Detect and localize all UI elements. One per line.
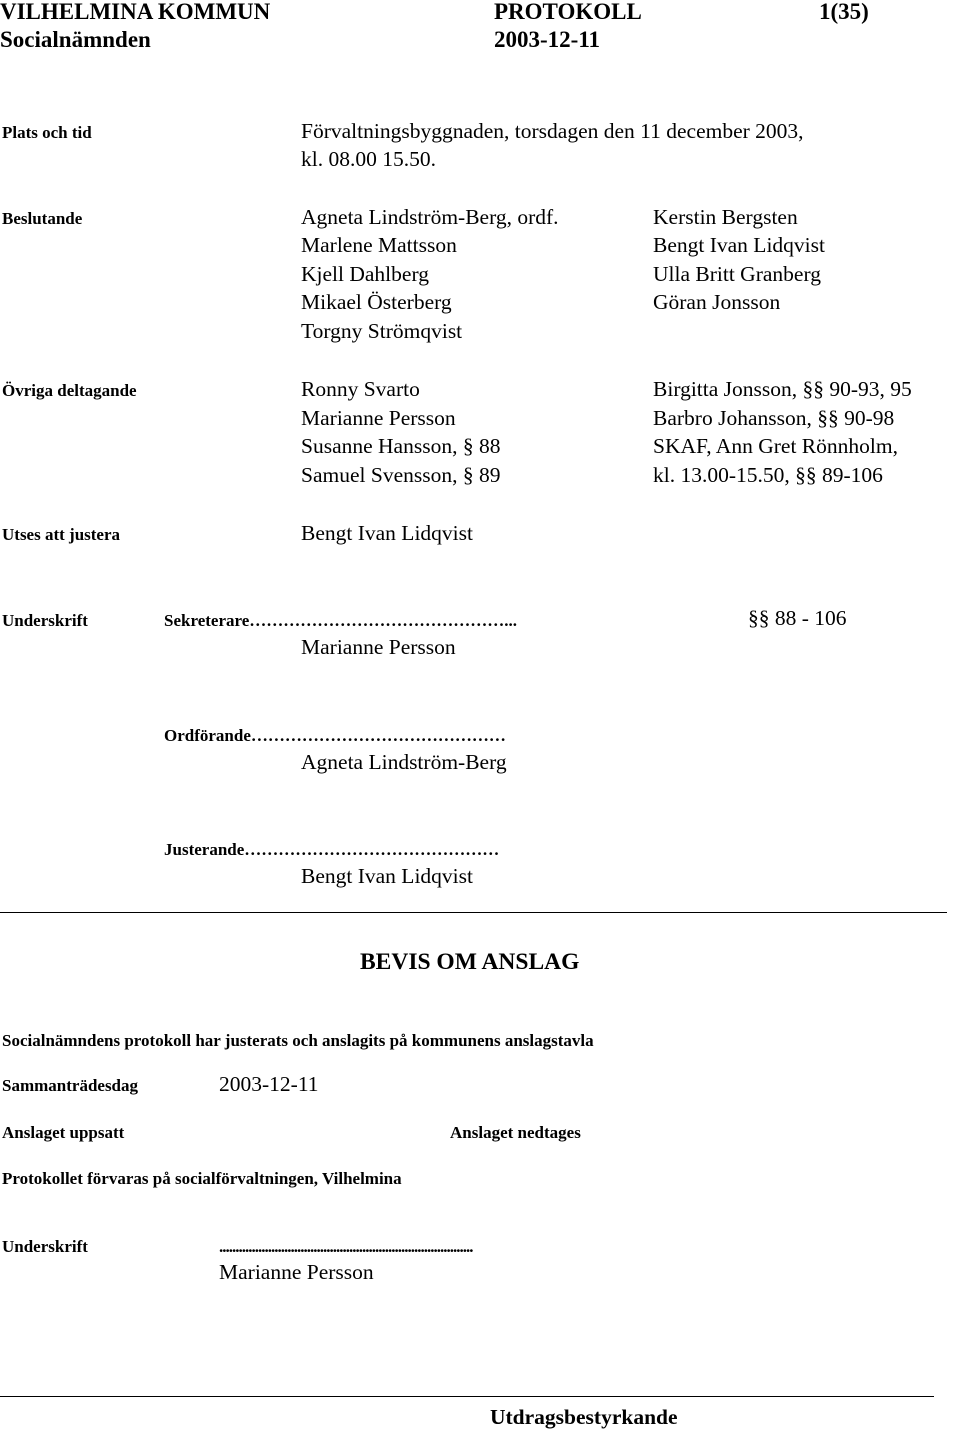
beslutande-right-3: Ulla Britt Granberg [653,262,821,286]
beslutande-right-2: Bengt Ivan Lidqvist [653,233,825,257]
ordforande-name: Agneta Lindström-Berg [301,750,507,774]
ovriga-label: Övriga deltagande [2,381,137,400]
ovriga-right-3: SKAF, Ann Gret Rönnholm, [653,434,898,458]
bevis-title: BEVIS OM ANSLAG [360,949,580,975]
ovriga-left-3: Susanne Hansson, § 88 [301,434,501,458]
plats-line-1: Förvaltningsbyggnaden, torsdagen den 11 december 2003, [301,119,804,143]
plats-line-2: kl. 08.00 15.50. [301,147,436,171]
page-number: 1(35) [819,0,869,24]
forvaras-text: Protokollet förvaras på socialförvaltningen, Vilhelmina [2,1169,402,1188]
meeting-date: 2003-12-11 [494,27,601,52]
bevis-signature-line: .............................................................................. [219,1237,473,1256]
justera-name: Bengt Ivan Lidqvist [301,521,473,545]
sekreterare-signature-line: Sekreterare………………………………………... [164,611,518,630]
bevis-statement: Socialnämndens protokoll har justerats och anslagits på kommunens anslagstavla [2,1031,594,1050]
ordforande-signature-line: Ordförande……………………………………… [164,726,506,745]
beslutande-left-1: Agneta Lindström-Berg, ordf. [301,205,559,229]
ovriga-right-1: Birgitta Jonsson, §§ 90-93, 95 [653,377,912,401]
ovriga-right-2: Barbro Johansson, §§ 90-98 [653,406,895,430]
section-divider [0,912,947,913]
sammantrade-date: 2003-12-11 [219,1072,319,1096]
document-type: PROTOKOLL [494,0,642,24]
committee-name: Socialnämnden [0,27,151,52]
paragraph-range: §§ 88 - 106 [748,606,847,630]
justerande-signature-line: Justerande……………………………………… [164,840,500,859]
bevis-underskrift-label: Underskrift [2,1237,88,1256]
anslaget-uppsatt-label: Anslaget uppsatt [2,1123,125,1142]
ovriga-left-4: Samuel Svensson, § 89 [301,463,501,487]
ovriga-left-2: Marianne Persson [301,406,456,430]
beslutande-left-4: Mikael Österberg [301,290,452,314]
municipality-name: VILHELMINA KOMMUN [0,0,271,24]
beslutande-left-5: Torgny Strömqvist [301,319,463,343]
underskrift-label: Underskrift [2,611,88,630]
bevis-underskrift-name: Marianne Persson [219,1260,374,1284]
beslutande-label: Beslutande [2,209,83,228]
justerande-name: Bengt Ivan Lidqvist [301,864,473,888]
beslutande-right-4: Göran Jonsson [653,290,781,314]
beslutande-right-1: Kerstin Bergsten [653,205,798,229]
anslaget-nedtages-label: Anslaget nedtages [450,1123,581,1142]
sekreterare-name: Marianne Persson [301,635,456,659]
beslutande-left-3: Kjell Dahlberg [301,262,429,286]
beslutande-left-2: Marlene Mattsson [301,233,457,257]
sammantrade-label: Sammanträdesdag [2,1076,139,1095]
ovriga-left-1: Ronny Svarto [301,377,420,401]
plats-label: Plats och tid [2,123,92,142]
justera-label: Utses att justera [2,525,121,544]
ovriga-right-4: kl. 13.00-15.50, §§ 89-106 [653,463,883,487]
utdragsbestyrkande-label: Utdragsbestyrkande [490,1405,678,1429]
footer-divider [0,1396,934,1397]
